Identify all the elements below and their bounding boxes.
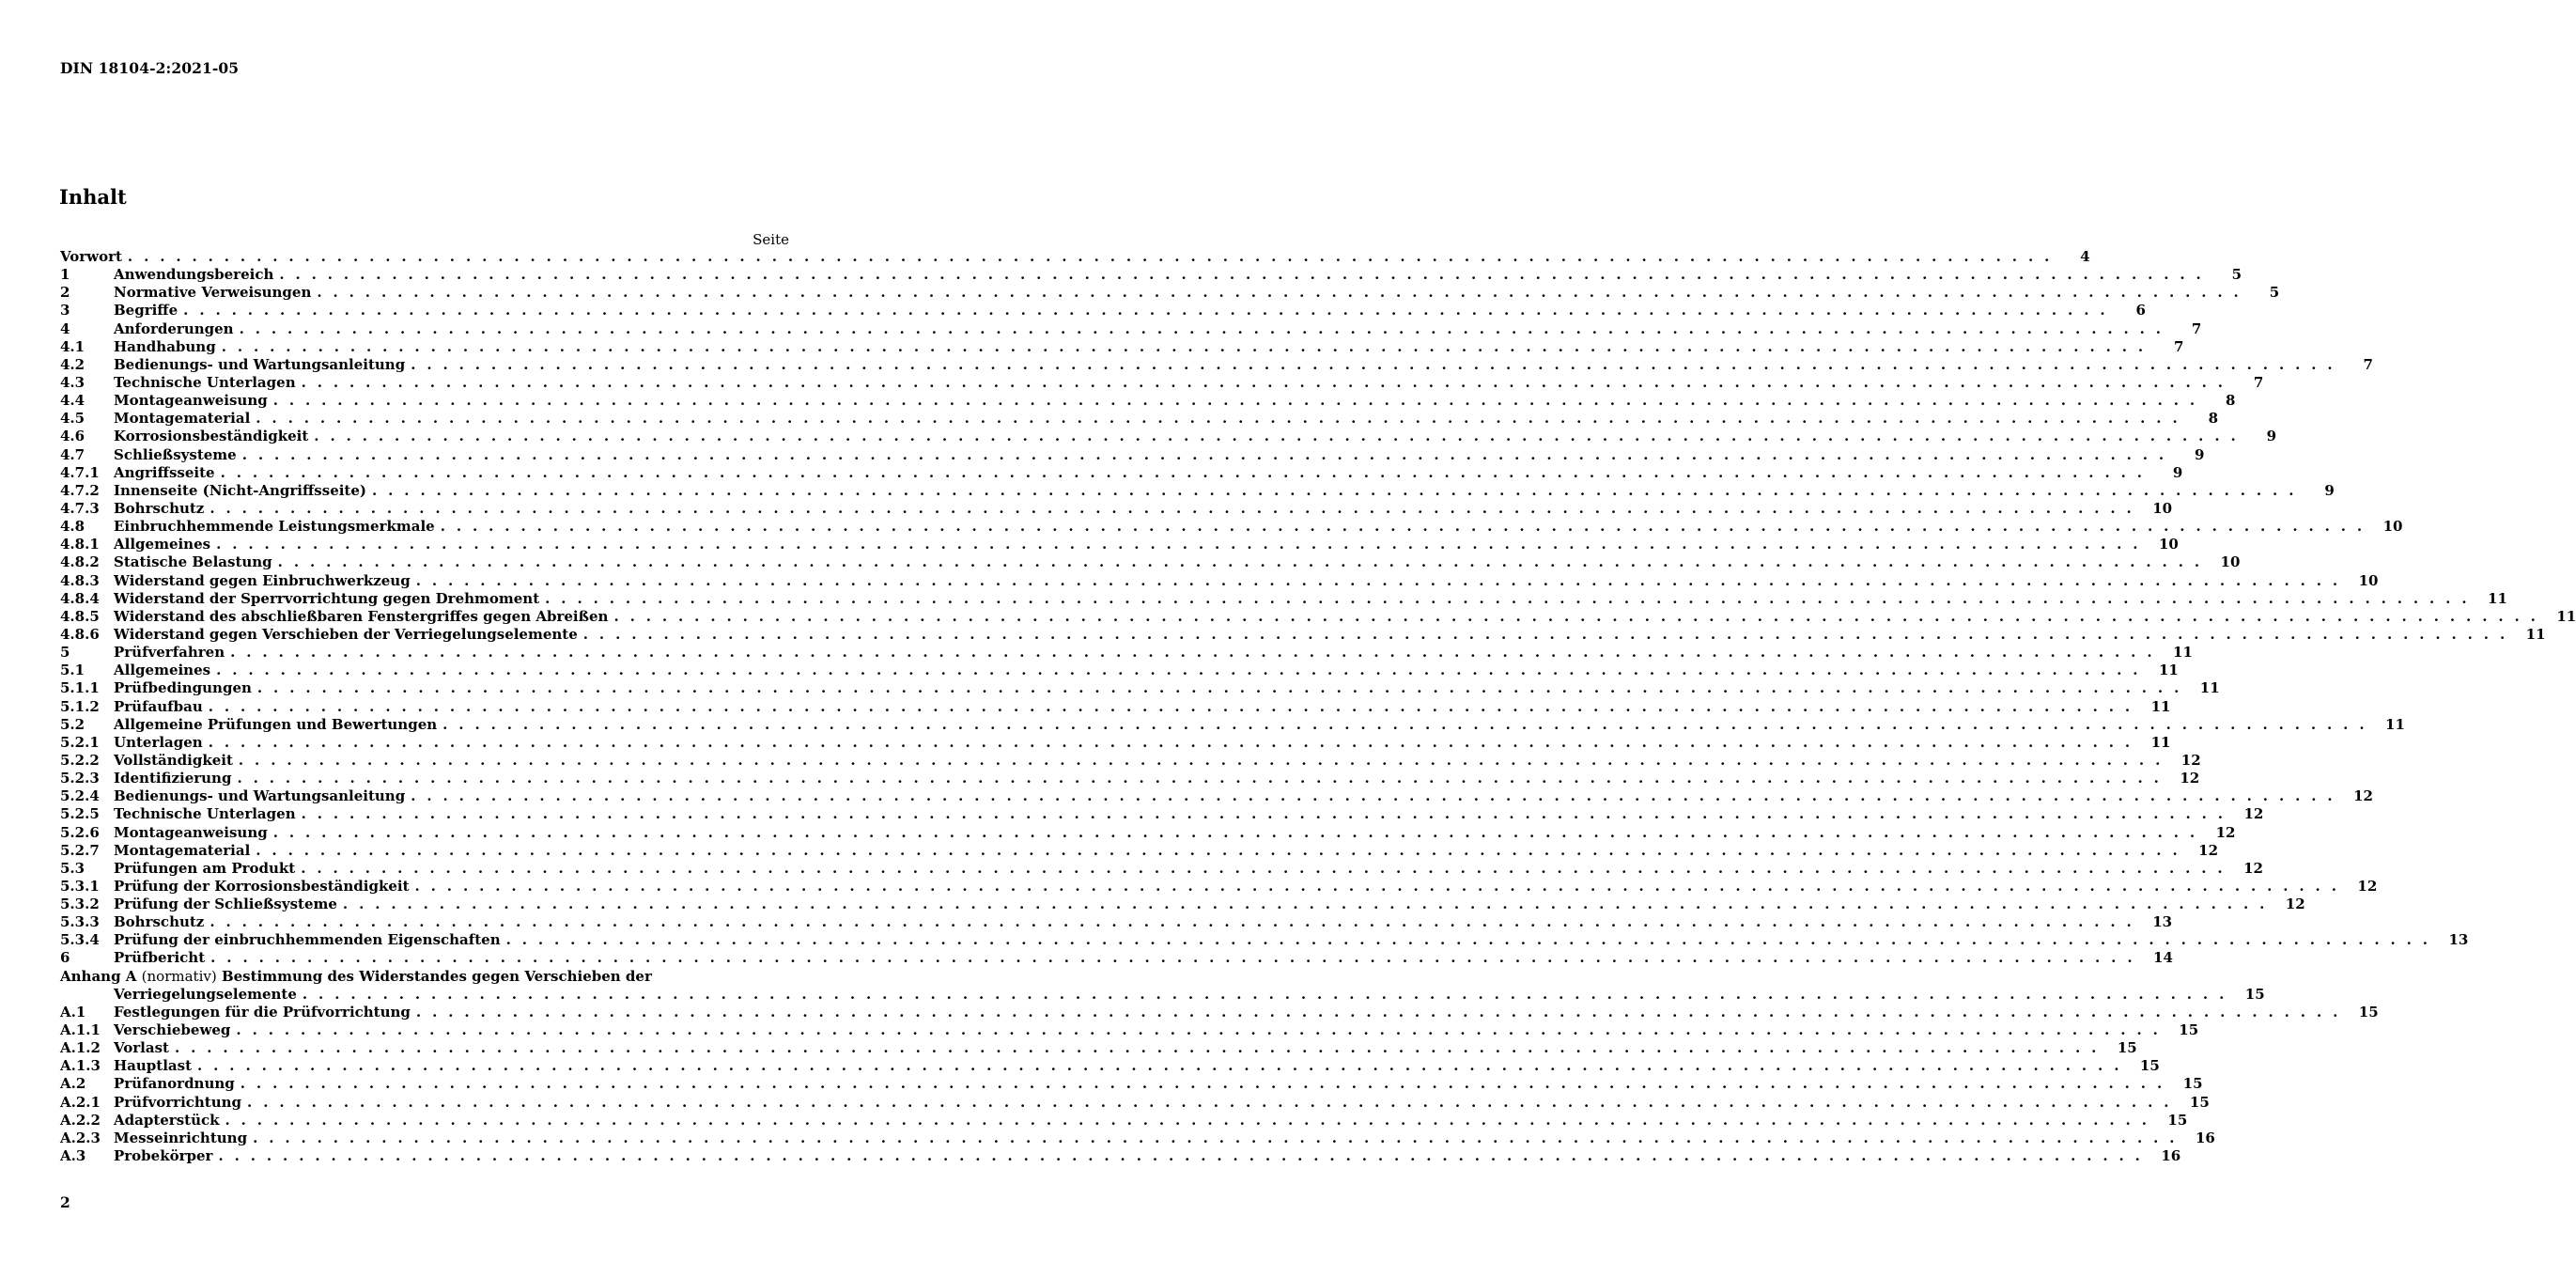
dot-leader: . . . . . . . . . . . . . . . . . . . . . . . . . . . . . . . . . . . . . . . . . . . . . . . . . . . . . . . . . . . . . . . . . . . . . . . . . . . . . . . . . . . . . . . . . . . . . . . . . . . . . . . . . . . . . . . . . . . . . . . . [174,1039,2100,1057]
toc-entry[interactable] [60,662,2179,679]
dot-leader: . . . . . . . . . . . . . . . . . . . . . . . . . . . . . . . . . . . . . . . . . . . . . . . . . . . . . . . . . . . . . . . . . . . . . . . . . . . . . . . . . . . . . . . . . . . . . . . . . . . . . . . . . . . . . . . . . . . . . . . . [411,355,2335,373]
toc-entry-title: Identifizierung [114,770,232,787]
toc-entry[interactable] [60,355,2373,374]
toc-entry-title: Allgemeines [114,662,211,679]
dot-leader: . . . . . . . . . . . . . . . . . . . . . . . . . . . . . . . . . . . . . . . . . . . . . . . . . . . . . . . . . . . . . . . . . . . . . . . . . . . . . . . . . . . . . . . . . . . . . . . . . . . . . . . . . . . . . . . . . . . . . . . . [442,715,2367,733]
toc-entry-title: Bohrschutz [114,913,205,931]
toc-entry[interactable] [60,319,2202,338]
toc-entry-page: 7 [2191,319,2202,337]
toc-entry-number: 4.7 [60,445,85,463]
toc-entry-page: 12 [2243,805,2264,823]
toc-entry-page: 14 [2153,949,2173,967]
dot-leader: . . . . . . . . . . . . . . . . . . . . . . . . . . . . . . . . . . . . . . . . . . . . . . . . . . . . . . . . . . . . . . . . . . . . . . . . . . . . . . . . . . . . . . . . . . . . . . . . . . . . . . . . . . . . . . . . . . . . . . . . [256,841,2181,859]
dot-leader: . . . . . . . . . . . . . . . . . . . . . . . . . . . . . . . . . . . . . . . . . . . . . . . . . . . . . . . . . . . . . . . . . . . . . . . . . . . . . . . . . . . . . . . . . . . . . . . . . . . . . . . . . . . . . . . . . . . . . . . . [240,1075,2165,1093]
dot-leader: . . . . . . . . . . . . . . . . . . . . . . . . . . . . . . . . . . . . . . . . . . . . . . . . . . . . . . . . . . . . . . . . . . . . . . . . . . . . . . . . . . . . . . . . . . . . . . . . . . . . . . . . . . . . . . . . . . . . . . . . [440,518,2366,536]
dot-leader: . . . . . . . . . . . . . . . . . . . . . . . . . . . . . . . . . . . . . . . . . . . . . . . . . . . . . . . . . . . . . . . . . . . . . . . . . . . . . . . . . . . . . . . . . . . . . . . . . . . . . . . . . . . . . . . . . . . . . . . . [241,445,2167,463]
toc-entry-title: Korrosionsbeständigkeit [114,428,309,445]
dot-leader: . . . . . . . . . . . . . . . . . . . . . . . . . . . . . . . . . . . . . . . . . . . . . . . . . . . . . . . . . . . . . . . . . . . . . . . . . . . . . . . . . . . . . . . . . . . . . . . . . . . . . . . . . . . . . . . . . . . . . . . . [301,373,2227,391]
dot-leader: . . . . . . . . . . . . . . . . . . . . . . . . . . . . . . . . . . . . . . . . . . . . . . . . . . . . . . . . . . . . . . . . . . . . . . . . . . . . . . . . . . . . . . . . . . . . . . . . . . . . . . . . . . . . . . . . . . . . . . . . [236,1021,2162,1039]
dot-leader: . . . . . . . . . . . . . . . . . . . . . . . . . . . . . . . . . . . . . . . . . . . . . . . . . . . . . . . . . . . . . . . . . . . . . . . . . . . . . . . . . . . . . . . . . . . . . . . . . . . . . . . . . . . . . . . . . . . . . . . . [221,337,2147,355]
toc-entry[interactable] [60,410,2219,428]
toc-entry-number: 4.7.1 [60,463,100,481]
toc-entry-title: Angriffsseite [114,463,215,481]
dot-leader: . . . . . . . . . . . . . . . . . . . . . . . . . . . . . . . . . . . . . . . . . . . . . . . . . . . . . . . . . . . . . . . . . . . . . . . . . . . . . . . . . . . . . . . . . . . . . . . . . . . . . . . . . . . . . . . . . . . . . . . . [256,410,2181,428]
toc-entry-number: A.1.1 [60,1021,101,1039]
toc-entry-number: 5.1 [60,662,85,679]
toc-entry-title: Adapterstück [114,1111,220,1129]
toc-entry-page: 15 [2179,1021,2199,1039]
toc-entry-title: Einbruchhemmende Leistungsmerkmale [114,518,435,536]
toc-entry[interactable] [60,1057,2160,1075]
toc-entry-page: 12 [2285,896,2305,913]
toc-entry-title: Prüfverfahren [114,644,225,662]
dot-leader: . . . . . . . . . . . . . . . . . . . . . . . . . . . . . . . . . . . . . . . . . . . . . . . . . . . . . . . . . . . . . . . . . . . . . . . . . . . . . . . . . . . . . . . . . . . . . . . . . . . . . . . . . . . . . . . . . . . . . . . . [301,859,2226,877]
toc-entry[interactable] [60,751,2201,770]
toc-entry[interactable] [60,571,2379,590]
toc-entry-page: 10 [2220,553,2241,571]
annex-title-line1: Bestimmung des Widerstandes gegen Verschieben der [221,967,652,985]
toc-entry-number: 4.8.1 [60,536,100,553]
toc-entry-title: Allgemeines [114,536,211,553]
toc-entry-page: 11 [2525,625,2546,643]
dot-leader: . . . . . . . . . . . . . . . . . . . . . . . . . . . . . . . . . . . . . . . . . . . . . . . . . . . . . . . . . . . . . . . . . . . . . . . . . . . . . . . . . . . . . . . . . . . . . . . . . . . . . . . . . . . . . . . . . . . . . . . . [342,896,2268,913]
toc-entry-title: Prüfung der Korrosionsbeständigkeit [114,877,410,895]
toc-entry-number: 4.8.4 [60,589,100,607]
toc-entry-page: 6 [2135,302,2146,319]
toc-entry-number: 5.1.2 [60,697,100,715]
toc-entry-title: Begriffe [114,302,178,319]
toc-entry[interactable] [60,733,2171,752]
toc-entry-title: Unterlagen [114,733,203,751]
toc-entry-number: 5.2.7 [60,841,100,859]
toc-title: Inhalt [59,185,127,209]
toc-entry-title: Prüfung der einbruchhemmenden Eigenschaften [114,931,501,949]
toc-entry-page: 12 [2198,841,2219,859]
toc-entry-title: Montageanweisung [114,823,268,841]
toc-entry[interactable] [60,1093,2210,1112]
toc-entry[interactable] [60,679,2220,697]
toc-entry-title: Festlegungen für die Prüfvorrichtung [114,1003,411,1021]
toc-entry-number: A.2.2 [60,1111,101,1129]
toc-entry[interactable] [60,770,2200,787]
toc-entry-page: 5 [2231,266,2242,284]
toc-entry-page: 15 [2244,985,2265,1003]
toc-entry-title: Montagematerial [114,841,251,859]
toc-entry-page: 11 [2158,662,2179,679]
toc-entry-number: 4.3 [60,373,85,391]
toc-entry[interactable] [60,1021,2199,1039]
toc-entry[interactable] [60,1039,2137,1057]
toc-entry-page: 9 [2324,481,2335,499]
toc-entry-page: 7 [2363,355,2373,373]
toc-entry-title: Widerstand des abschließbaren Fenstergriffes gegen Abreißen [114,607,609,625]
toc-entry[interactable] [60,499,2173,518]
toc-entry-number: 4.4 [60,392,85,410]
dot-leader: . . . . . . . . . . . . . . . . . . . . . . . . . . . . . . . . . . . . . . . . . . . . . . . . . . . . . . . . . . . . . . . . . . . . . . . . . . . . . . . . . . . . . . . . . . . . . . . . . . . . . . . . . . . . . . . . . . . . . . . . [183,302,2108,319]
dot-leader: . . . . . . . . . . . . . . . . . . . . . . . . . . . . . . . . . . . . . . . . . . . . . . . . . . . . . . . . . . . . . . . . . . . . . . . . . . . . . . . . . . . . . . . . . . . . . . . . . . . . . . . . . . . . . . . . . . . . . . . . [208,733,2134,751]
toc-entry-title: Bedienungs- und Wartungsanleitung [114,355,406,373]
dot-leader: . . . . . . . . . . . . . . . . . . . . . . . . . . . . . . . . . . . . . . . . . . . . . . . . . . . . . . . . . . . . . . . . . . . . . . . . . . . . . . . . . . . . . . . . . . . . . . . . . . . . . . . . . . . . . . . . . . . . . . . . [411,787,2335,805]
toc-entry-number: A.3 [60,1147,86,1165]
toc-entry[interactable] [60,445,2205,464]
dot-leader: . . . . . . . . . . . . . . . . . . . . . . . . . . . . . . . . . . . . . . . . . . . . . . . . . . . . . . . . . . . . . . . . . . . . . . . . . . . . . . . . . . . . . . . . . . . . . . . . . . . . . . . . . . . . . . . . . . . . . . . . [220,463,2146,481]
dot-leader: . . . . . . . . . . . . . . . . . . . . . . . . . . . . . . . . . . . . . . . . . . . . . . . . . . . . . . . . . . . . . . . . . . . . . . . . . . . . . . . . . . . . . . . . . . . . . . . . . . . . . . . . . . . . . . . . . . . . . . . . [505,931,2431,949]
toc-entry-title: Bohrschutz [114,499,205,517]
toc-entry-number: 4 [60,319,70,337]
dot-leader: . . . . . . . . . . . . . . . . . . . . . . . . . . . . . . . . . . . . . . . . . . . . . . . . . . . . . . . . . . . . . . . . . . . . . . . . . . . . . . . . . . . . . . . . . . . . . . . . . . . . . . . . . . . . . . . . . . . . . . . . [216,536,2141,553]
page-number: 2 [60,1193,70,1211]
toc-entry-title: Vorlast [114,1039,169,1057]
dot-leader: . . . . . . . . . . . . . . . . . . . . . . . . . . . . . . . . . . . . . . . . . . . . . . . . . . . . . . . . . . . . . . . . . . . . . . . . . . . . . . . . . . . . . . . . . . . . . . . . . . . . . . . . . . . . . . . . . . . . . . . . [372,481,2297,499]
toc-entry-title: Anforderungen [114,319,234,337]
dot-leader: . . . . . . . . . . . . . . . . . . . . . . . . . . . . . . . . . . . . . . . . . . . . . . . . . . . . . . . . . . . . . . . . . . . . . . . . . . . . . . . . . . . . . . . . . . . . . . . . . . . . . . . . . . . . . . . . . . . . . . . . [238,751,2164,769]
toc-entry-page: 15 [2167,1111,2188,1129]
toc-entry[interactable] [60,266,2242,284]
toc-entry[interactable] [60,859,2263,878]
toc-entry-page: 12 [2353,787,2373,805]
toc-entry-page: 15 [2139,1057,2160,1075]
dot-leader: . . . . . . . . . . . . . . . . . . . . . . . . . . . . . . . . . . . . . . . . . . . . . . . . . . . . . . . . . . . . . . . . . . . . . . . . . . . . . . . . . . . . . . . . . . . . . . . . . . . . . . . . . . . . . . . . . . . . . . . . [256,679,2182,697]
toc-entry-title: Prüfvorrichtung [114,1093,242,1111]
toc-entry-page: 13 [2152,913,2173,931]
toc-entry-page: 15 [2117,1039,2137,1057]
toc-entry-number: 4.1 [60,337,85,355]
dot-leader: . . . . . . . . . . . . . . . . . . . . . . . . . . . . . . . . . . . . . . . . . . . . . . . . . . . . . . . . . . . . . . . . . . . . . . . . . . . . . . . . . . . . . . . . . . . . . . . . . . . . . . . . . . . . . . . . . . . . . . . . [209,913,2135,931]
toc-entry-page: 15 [2182,1075,2203,1093]
toc-entry-number: 4.8 [60,518,85,536]
dot-leader: . . . . . . . . . . . . . . . . . . . . . . . . . . . . . . . . . . . . . . . . . . . . . . . . . . . . . . . . . . . . . . . . . . . . . . . . . . . . . . . . . . . . . . . . . . . . . . . . . . . . . . . . . . . . . . . . . . . . . . . . [272,823,2198,841]
toc-entry[interactable] [60,248,2090,266]
toc-entry-page: 11 [2488,589,2507,607]
toc-entry-title: Probekörper [114,1147,213,1165]
toc-entry-page: 13 [2448,931,2469,949]
toc-entry-page: 15 [2358,1003,2379,1021]
dot-leader: . . . . . . . . . . . . . . . . . . . . . . . . . . . . . . . . . . . . . . . . . . . . . . . . . . . . . . . . . . . . . . . . . . . . . . . . . . . . . . . . . . . . . . . . . . . . . . . . . . . . . . . . . . . . . . . . . . . . . . . . [582,625,2508,643]
dot-leader: . . . . . . . . . . . . . . . . . . . . . . . . . . . . . . . . . . . . . . . . . . . . . . . . . . . . . . . . . . . . . . . . . . . . . . . . . . . . . . . . . . . . . . . . . . . . . . . . . . . . . . . . . . . . . . . . . . . . . . . . [314,428,2240,445]
toc-entry-number: 4.7.3 [60,499,100,517]
toc-entry[interactable] [60,823,2236,842]
toc-entry-page: 12 [2180,770,2200,787]
toc-entry-page: 10 [2382,518,2403,536]
dot-leader: . . . . . . . . . . . . . . . . . . . . . . . . . . . . . . . . . . . . . . . . . . . . . . . . . . . . . . . . . . . . . . . . . . . . . . . . . . . . . . . . . . . . . . . . . . . . . . . . . . . . . . . . . . . . . . . . . . . . . . . . [277,553,2203,571]
toc-entry-number: 5.2.6 [60,823,100,841]
table-of-contents [60,248,2576,1165]
toc-entry-title: Technische Unterlagen [114,805,296,823]
toc-entry-page: 9 [2172,463,2183,481]
toc-entry-page: 7 [2253,373,2264,391]
toc-entry[interactable] [60,1129,2215,1147]
toc-entry-page: 11 [2199,679,2220,697]
toc-entry-number: 4.8.3 [60,571,100,589]
dot-leader: . . . . . . . . . . . . . . . . . . . . . . . . . . . . . . . . . . . . . . . . . . . . . . . . . . . . . . . . . . . . . . . . . . . . . . . . . . . . . . . . . . . . . . . . . . . . . . . . . . . . . . . . . . . . . . . . . . . . . . . . [216,662,2141,679]
toc-entry-number: A.1 [60,1003,86,1021]
toc-entry-number: 4.8.5 [60,607,100,625]
toc-entry-page: 8 [2226,392,2236,410]
toc-entry-number: 5.2.2 [60,751,100,769]
toc-entry[interactable] [60,1003,2379,1021]
toc-entry-number: 5.3 [60,859,85,877]
toc-entry-number: 5 [60,644,70,662]
toc-entry-page: 11 [2556,607,2576,625]
dot-leader: . . . . . . . . . . . . . . . . . . . . . . . . . . . . . . . . . . . . . . . . . . . . . . . . . . . . . . . . . . . . . . . . . . . . . . . . . . . . . . . . . . . . . . . . . . . . . . . . . . . . . . . . . . . . . . . . . . . . . . . . [237,770,2163,787]
toc-entry-number: 5.2.1 [60,733,100,751]
toc-entry-title: Widerstand gegen Verschieben der Verriegelungselemente [114,625,578,643]
toc-entry-title: Hauptlast [114,1057,193,1075]
toc-entry-number: 5.1.1 [60,679,100,697]
dot-leader: . . . . . . . . . . . . . . . . . . . . . . . . . . . . . . . . . . . . . . . . . . . . . . . . . . . . . . . . . . . . . . . . . . . . . . . . . . . . . . . . . . . . . . . . . . . . . . . . . . . . . . . . . . . . . . . . . . . . . . . . [127,248,2053,265]
page-column-label: Seite [753,231,789,248]
toc-entry-title: Widerstand gegen Einbruchwerkzeug [114,571,411,589]
dot-leader: . . . . . . . . . . . . . . . . . . . . . . . . . . . . . . . . . . . . . . . . . . . . . . . . . . . . . . . . . . . . . . . . . . . . . . . . . . . . . . . . . . . . . . . . . . . . . . . . . . . . . . . . . . . . . . . . . . . . . . . . [208,697,2134,715]
toc-entry-number: A.2.3 [60,1129,101,1146]
toc-entry-page: 11 [2173,644,2193,662]
toc-entry-title: Bedienungs- und Wartungsanleitung [114,787,406,805]
annex-title-line2: Verriegelungselemente [114,985,297,1003]
toc-entry-title: Widerstand der Sperrvorrichtung gegen Drehmoment [114,589,540,607]
toc-entry-number: 5.2.5 [60,805,100,823]
toc-entry[interactable] [60,896,2305,913]
dot-leader: . . . . . . . . . . . . . . . . . . . . . . . . . . . . . . . . . . . . . . . . . . . . . . . . . . . . . . . . . . . . . . . . . . . . . . . . . . . . . . . . . . . . . . . . . . . . . . . . . . . . . . . . . . . . . . . . . . . . . . . . [247,1093,2172,1111]
toc-entry-title: Handhabung [114,337,216,355]
toc-entry-page: 7 [2174,337,2184,355]
toc-entry-number: 4.8.2 [60,553,100,571]
toc-entry[interactable] [60,805,2264,823]
toc-entry-title: Schließsysteme [114,445,237,463]
toc-entry-title: Vollständigkeit [114,751,233,769]
dot-leader: . . . . . . . . . . . . . . . . . . . . . . . . . . . . . . . . . . . . . . . . . . . . . . . . . . . . . . . . . . . . . . . . . . . . . . . . . . . . . . . . . . . . . . . . . . . . . . . . . . . . . . . . . . . . . . . . . . . . . . . . [210,949,2135,967]
toc-entry[interactable] [60,428,2277,445]
toc-entry-number: A.1.3 [60,1057,101,1075]
toc-entry-number: 5.3.3 [60,913,100,931]
dot-leader: . . . . . . . . . . . . . . . . . . . . . . . . . . . . . . . . . . . . . . . . . . . . . . . . . . . . . . . . . . . . . . . . . . . . . . . . . . . . . . . . . . . . . . . . . . . . . . . . . . . . . . . . . . . . . . . . . . . . . . . . [302,985,2227,1003]
dot-leader: . . . . . . . . . . . . . . . . . . . . . . . . . . . . . . . . . . . . . . . . . . . . . . . . . . . . . . . . . . . . . . . . . . . . . . . . . . . . . . . . . . . . . . . . . . . . . . . . . . . . . . . . . . . . . . . . . . . . . . . . [279,266,2205,284]
toc-entry-title: Prüfbedingungen [114,679,252,697]
toc-entry-number: 3 [60,302,70,319]
toc-annex-heading[interactable] [60,968,790,986]
toc-entry-title: Normative Verweisungen [114,284,312,302]
toc-entry-page: 9 [2195,445,2205,463]
dot-leader: . . . . . . . . . . . . . . . . . . . . . . . . . . . . . . . . . . . . . . . . . . . . . . . . . . . . . . . . . . . . . . . . . . . . . . . . . . . . . . . . . . . . . . . . . . . . . . . . . . . . . . . . . . . . . . . . . . . . . . . . [197,1057,2122,1075]
annex-qualifier: (normativ) [141,967,217,985]
toc-entry-title: Prüfbericht [114,949,206,967]
toc-entry[interactable] [60,536,2179,553]
toc-entry-number: 4.2 [60,355,85,373]
dot-leader: . . . . . . . . . . . . . . . . . . . . . . . . . . . . . . . . . . . . . . . . . . . . . . . . . . . . . . . . . . . . . . . . . . . . . . . . . . . . . . . . . . . . . . . . . . . . . . . . . . . . . . . . . . . . . . . . . . . . . . . . [317,284,2242,302]
toc-entry[interactable] [60,841,2219,860]
toc-entry-title: Verschiebeweg [114,1021,231,1039]
dot-leader: . . . . . . . . . . . . . . . . . . . . . . . . . . . . . . . . . . . . . . . . . . . . . . . . . . . . . . . . . . . . . . . . . . . . . . . . . . . . . . . . . . . . . . . . . . . . . . . . . . . . . . . . . . . . . . . . . . . . . . . . [218,1147,2144,1165]
toc-annex-heading-continued[interactable] [60,985,2265,1004]
toc-entry-title: Vorwort [60,248,122,265]
dot-leader: . . . . . . . . . . . . . . . . . . . . . . . . . . . . . . . . . . . . . . . . . . . . . . . . . . . . . . . . . . . . . . . . . . . . . . . . . . . . . . . . . . . . . . . . . . . . . . . . . . . . . . . . . . . . . . . . . . . . . . . . [253,1129,2178,1146]
toc-entry[interactable] [60,392,2236,410]
toc-entry[interactable] [60,284,2280,302]
toc-entry-number: 5.3.1 [60,877,100,895]
toc-entry-page: 11 [2150,697,2171,715]
toc-entry-page: 12 [2243,859,2263,877]
toc-entry-title: Prüfaufbau [114,697,203,715]
toc-entry[interactable] [60,949,2173,967]
toc-entry-number: A.2 [60,1075,86,1093]
toc-entry[interactable] [60,463,2183,482]
toc-entry[interactable] [60,715,2405,734]
dot-leader: . . . . . . . . . . . . . . . . . . . . . . . . . . . . . . . . . . . . . . . . . . . . . . . . . . . . . . . . . . . . . . . . . . . . . . . . . . . . . . . . . . . . . . . . . . . . . . . . . . . . . . . . . . . . . . . . . . . . . . . . [414,877,2340,895]
toc-entry-number: 5.2.3 [60,770,100,787]
toc-entry-page: 4 [2080,248,2090,265]
toc-entry-number: 5.3.2 [60,896,100,913]
toc-entry-number: 1 [60,266,70,284]
toc-entry-title: Statische Belastung [114,553,272,571]
toc-entry-title: Montagematerial [114,410,251,428]
toc-entry[interactable] [60,644,2193,662]
toc-entry-title: Innenseite (Nicht-Angriffsseite) [114,481,367,499]
toc-entry[interactable] [60,553,2241,571]
toc-entry-page: 10 [2158,536,2179,553]
toc-entry[interactable] [60,481,2335,500]
annex-prefix: Anhang A [60,967,137,985]
toc-entry-page: 10 [2358,571,2379,589]
toc-entry[interactable] [60,337,2184,356]
dot-leader: . . . . . . . . . . . . . . . . . . . . . . . . . . . . . . . . . . . . . . . . . . . . . . . . . . . . . . . . . . . . . . . . . . . . . . . . . . . . . . . . . . . . . . . . . . . . . . . . . . . . . . . . . . . . . . . . . . . . . . . . [301,805,2227,823]
toc-entry-title: Allgemeine Prüfungen und Bewertungen [114,715,438,733]
toc-entry-page: 15 [2189,1093,2210,1111]
toc-entry-number: 5.3.4 [60,931,100,949]
toc-entry-page: 12 [2180,751,2201,769]
toc-entry-number: 4.6 [60,428,85,445]
toc-entry[interactable] [60,625,2546,644]
dot-leader: . . . . . . . . . . . . . . . . . . . . . . . . . . . . . . . . . . . . . . . . . . . . . . . . . . . . . . . . . . . . . . . . . . . . . . . . . . . . . . . . . . . . . . . . . . . . . . . . . . . . . . . . . . . . . . . . . . . . . . . . [272,392,2198,410]
toc-entry-page: 5 [2269,284,2280,302]
toc-entry[interactable] [60,877,2378,896]
dot-leader: . . . . . . . . . . . . . . . . . . . . . . . . . . . . . . . . . . . . . . . . . . . . . . . . . . . . . . . . . . . . . . . . . . . . . . . . . . . . . . . . . . . . . . . . . . . . . . . . . . . . . . . . . . . . . . . . . . . . . . . . [545,589,2470,607]
toc-entry-page: 9 [2266,428,2277,445]
toc-entry-title: Messeinrichtung [114,1129,248,1146]
toc-entry-page: 10 [2152,499,2173,517]
toc-entry[interactable] [60,787,2373,805]
dot-leader: . . . . . . . . . . . . . . . . . . . . . . . . . . . . . . . . . . . . . . . . . . . . . . . . . . . . . . . . . . . . . . . . . . . . . . . . . . . . . . . . . . . . . . . . . . . . . . . . . . . . . . . . . . . . . . . . . . . . . . . . [415,571,2341,589]
toc-entry-title: Prüfungen am Produkt [114,859,296,877]
document-id: DIN 18104-2:2021-05 [60,59,240,77]
toc-entry-number: 5.2.4 [60,787,100,805]
toc-entry-page: 8 [2208,410,2219,428]
toc-entry-number: A.1.2 [60,1039,101,1057]
toc-entry-number: 5.2 [60,715,85,733]
dot-leader: . . . . . . . . . . . . . . . . . . . . . . . . . . . . . . . . . . . . . . . . . . . . . . . . . . . . . . . . . . . . . . . . . . . . . . . . . . . . . . . . . . . . . . . . . . . . . . . . . . . . . . . . . . . . . . . . . . . . . . . . [209,499,2135,517]
toc-entry[interactable] [60,589,2507,608]
dot-leader: . . . . . . . . . . . . . . . . . . . . . . . . . . . . . . . . . . . . . . . . . . . . . . . . . . . . . . . . . . . . . . . . . . . . . . . . . . . . . . . . . . . . . . . . . . . . . . . . . . . . . . . . . . . . . . . . . . . . . . . . [239,319,2165,337]
toc-entry[interactable] [60,1111,2188,1130]
toc-entry[interactable] [60,302,2146,319]
toc-entry-page: 16 [2195,1129,2215,1146]
dot-leader: . . . . . . . . . . . . . . . . . . . . . . . . . . . . . . . . . . . . . . . . . . . . . . . . . . . . . . . . . . . . . . . . . . . . . . . . . . . . . . . . . . . . . . . . . . . . . . . . . . . . . . . . . . . . . . . . . . . . . . . . [613,607,2539,625]
toc-entry-page: 11 [2385,715,2405,733]
toc-entry-title: Prüfung der Schließsysteme [114,896,337,913]
toc-entry-title: Anwendungsbereich [114,266,274,284]
toc-entry-page: 11 [2150,733,2171,751]
toc-entry-page: 12 [2357,877,2378,895]
toc-entry-number: 2 [60,284,70,302]
toc-entry[interactable] [60,913,2173,931]
toc-entry-title: Technische Unterlagen [114,373,296,391]
toc-entry-page: 12 [2215,823,2236,841]
toc-entry-title: Prüfanordnung [114,1075,235,1093]
toc-entry[interactable] [60,1075,2203,1093]
toc-entry-number: 6 [60,949,70,967]
dot-leader: . . . . . . . . . . . . . . . . . . . . . . . . . . . . . . . . . . . . . . . . . . . . . . . . . . . . . . . . . . . . . . . . . . . . . . . . . . . . . . . . . . . . . . . . . . . . . . . . . . . . . . . . . . . . . . . . . . . . . . . . [415,1003,2341,1021]
toc-entry[interactable] [60,373,2264,392]
toc-entry[interactable] [60,697,2171,716]
toc-entry-number: 4.7.2 [60,481,100,499]
toc-entry[interactable] [60,607,2576,626]
dot-leader: . . . . . . . . . . . . . . . . . . . . . . . . . . . . . . . . . . . . . . . . . . . . . . . . . . . . . . . . . . . . . . . . . . . . . . . . . . . . . . . . . . . . . . . . . . . . . . . . . . . . . . . . . . . . . . . . . . . . . . . . [230,644,2155,662]
toc-entry-number: 4.5 [60,410,85,428]
toc-entry-number: 4.8.6 [60,625,100,643]
toc-entry-title: Montageanweisung [114,392,268,410]
toc-entry-page: 16 [2161,1147,2181,1165]
toc-entry[interactable] [60,1147,2181,1165]
dot-leader: . . . . . . . . . . . . . . . . . . . . . . . . . . . . . . . . . . . . . . . . . . . . . . . . . . . . . . . . . . . . . . . . . . . . . . . . . . . . . . . . . . . . . . . . . . . . . . . . . . . . . . . . . . . . . . . . . . . . . . . . [225,1111,2150,1129]
toc-entry[interactable] [60,931,2469,949]
toc-entry[interactable] [60,518,2403,536]
toc-entry-number: A.2.1 [60,1093,101,1111]
